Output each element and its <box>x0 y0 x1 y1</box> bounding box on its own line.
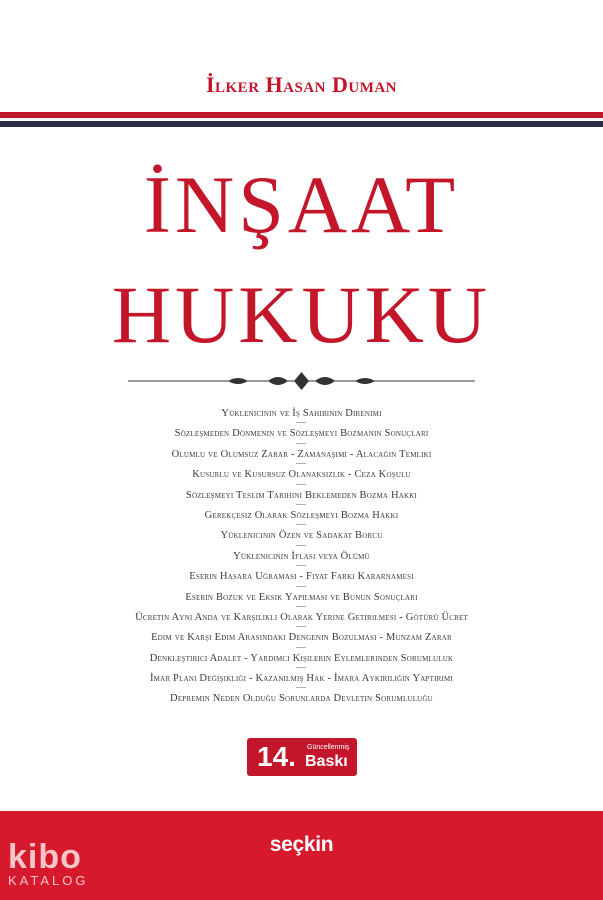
topic-item: Yüklenicinin İflası veya Ölümü <box>0 547 603 567</box>
book-title-line-2: HUKUKU <box>111 269 492 360</box>
watermark <box>8 840 88 888</box>
topic-list <box>0 404 603 710</box>
edition-badge <box>247 738 357 776</box>
topic-item: Yüklenicinin Özen ve Sadakat Borcu <box>0 526 603 546</box>
topic-item: Sözleşmeyi Teslim Tarihini Beklemeden Bozma Hakkı <box>0 486 603 506</box>
watermark-sub: KATALOG <box>8 873 89 888</box>
top-navy-band <box>0 121 603 127</box>
edition-number: 14. <box>257 741 296 772</box>
topic-item: Kusurlu ve Kusursuz Olanaksızlık - Ceza Koşulu <box>0 465 603 485</box>
topic-item: Eserin Hasara Uğraması - Fiyat Farkı Kararnamesi <box>0 567 603 587</box>
topic-item: Denkleştirici Adalet - Yardımcı Kişilerin Eylemlerinden Sorumluluk <box>0 649 603 669</box>
topic-item: Edim ve Karşı Edim Arasındaki Dengenin Bozulması - Munzam Zarar <box>0 628 603 648</box>
footer-band <box>0 811 603 900</box>
topic-item: İmar Planı Değişikliği - Kazanılmış Hak - İmara Aykırılığın Yaptırımı <box>0 669 603 689</box>
author-name: İlker Hasan Duman <box>205 72 398 97</box>
topic-item: Gerekçesiz Olarak Sözleşmeyi Bozma Hakkı <box>0 506 603 526</box>
topic-item: Ücretin Aynı Anda ve Karşılıklı Olarak Yerine Getirilmesi - Götürü Ücret <box>0 608 603 628</box>
ornament-divider <box>128 368 475 394</box>
edition-label: Baskı <box>305 753 348 770</box>
publisher-logo: seçkin <box>269 833 334 856</box>
watermark-brand: kibo <box>8 838 82 876</box>
book-title-line-1: İNŞAAT <box>143 159 460 250</box>
topic-item: Sözleşmeden Dönmenin ve Sözleşmeyi Bozmanın Sonuçları <box>0 424 603 444</box>
topic-item: Yüklenicinin ve İş Sahibinin Direnimi <box>0 404 603 424</box>
topic-item: Eserin Bozuk ve Eksik Yapılması ve Bunun Sonuçları <box>0 588 603 608</box>
topic-item: Depremin Neden Olduğu Sorunlarda Devletin Sorumluluğu <box>170 693 433 705</box>
edition-note: Güncellenmiş <box>307 744 350 751</box>
topic-item: Olumlu ve Olumsuz Zarar - Zamanaşımı - Alacağın Temliki <box>0 445 603 465</box>
